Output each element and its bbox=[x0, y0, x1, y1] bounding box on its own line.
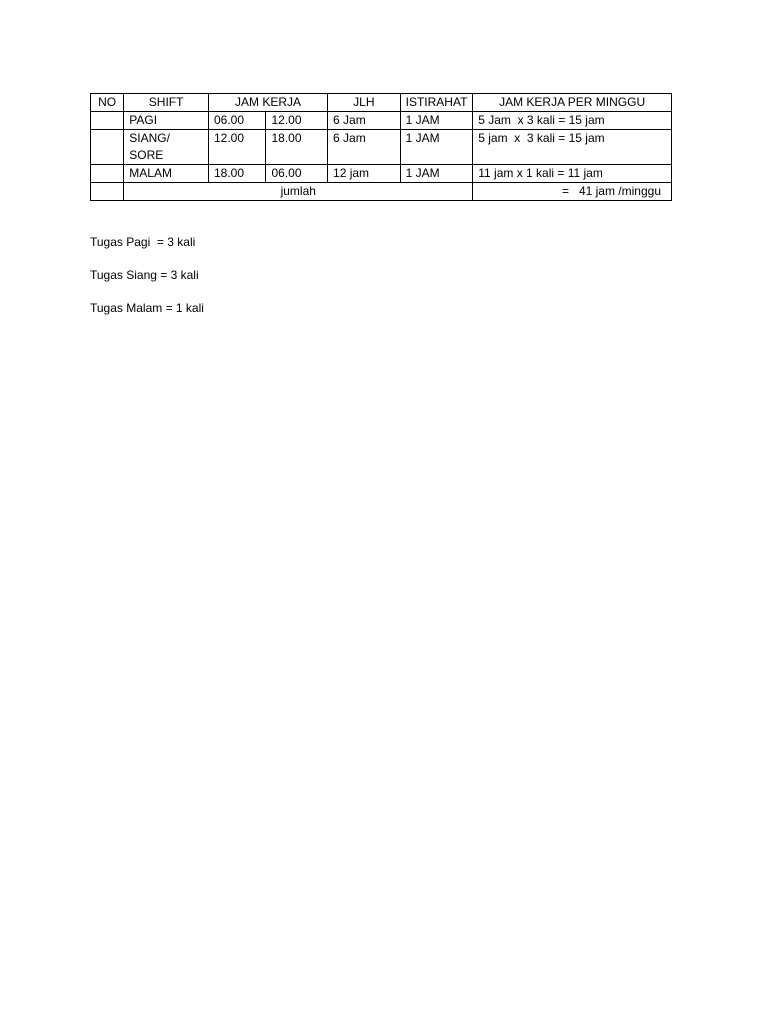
header-no: NO bbox=[91, 94, 124, 112]
header-istirahat: ISTIRAHAT bbox=[400, 94, 473, 112]
cell-start: 06.00 bbox=[209, 112, 266, 130]
cell-per-minggu: 5 Jam x 3 kali = 15 jam bbox=[473, 112, 672, 130]
note-line: Tugas Siang = 3 kali bbox=[90, 268, 199, 282]
cell-jlh: 12 jam bbox=[328, 165, 401, 183]
cell-end: 12.00 bbox=[266, 112, 328, 130]
header-jlh: JLH bbox=[328, 94, 401, 112]
cell-start: 12.00 bbox=[209, 130, 266, 165]
cell-shift: PAGI bbox=[124, 112, 209, 130]
table-row bbox=[91, 130, 672, 165]
cell-per-minggu: 5 jam x 3 kali = 15 jam bbox=[473, 130, 672, 165]
cell-start: 18.00 bbox=[209, 165, 266, 183]
cell-istirahat: 1 JAM bbox=[400, 112, 473, 130]
shift-schedule-table bbox=[90, 93, 672, 201]
table-row bbox=[91, 165, 672, 183]
header-shift: SHIFT bbox=[124, 94, 209, 112]
cell-end: 18.00 bbox=[266, 130, 328, 165]
cell-total-blank bbox=[91, 183, 124, 201]
cell-istirahat: 1 JAM bbox=[400, 130, 473, 165]
cell-per-minggu: 11 jam x 1 kali = 11 jam bbox=[473, 165, 672, 183]
cell-end: 06.00 bbox=[266, 165, 328, 183]
total-label: jumlah bbox=[124, 183, 473, 201]
cell-shift: SIANG/ SORE bbox=[124, 130, 209, 165]
cell-istirahat: 1 JAM bbox=[400, 165, 473, 183]
duty-notes bbox=[90, 234, 204, 333]
cell-jlh: 6 Jam bbox=[328, 112, 401, 130]
note-line: Tugas Pagi = 3 kali bbox=[90, 235, 196, 249]
header-per-minggu: JAM KERJA PER MINGGU bbox=[473, 94, 672, 112]
cell-no bbox=[91, 112, 124, 130]
cell-no bbox=[91, 130, 124, 165]
table-row bbox=[91, 112, 672, 130]
note-line: Tugas Malam = 1 kali bbox=[90, 301, 204, 315]
table-header-row bbox=[91, 94, 672, 112]
header-jam-kerja: JAM KERJA bbox=[209, 94, 328, 112]
cell-shift: MALAM bbox=[124, 165, 209, 183]
cell-jlh: 6 Jam bbox=[328, 130, 401, 165]
cell-no bbox=[91, 165, 124, 183]
total-value: = 41 jam /minggu bbox=[473, 183, 672, 201]
table-total-row bbox=[91, 183, 672, 201]
